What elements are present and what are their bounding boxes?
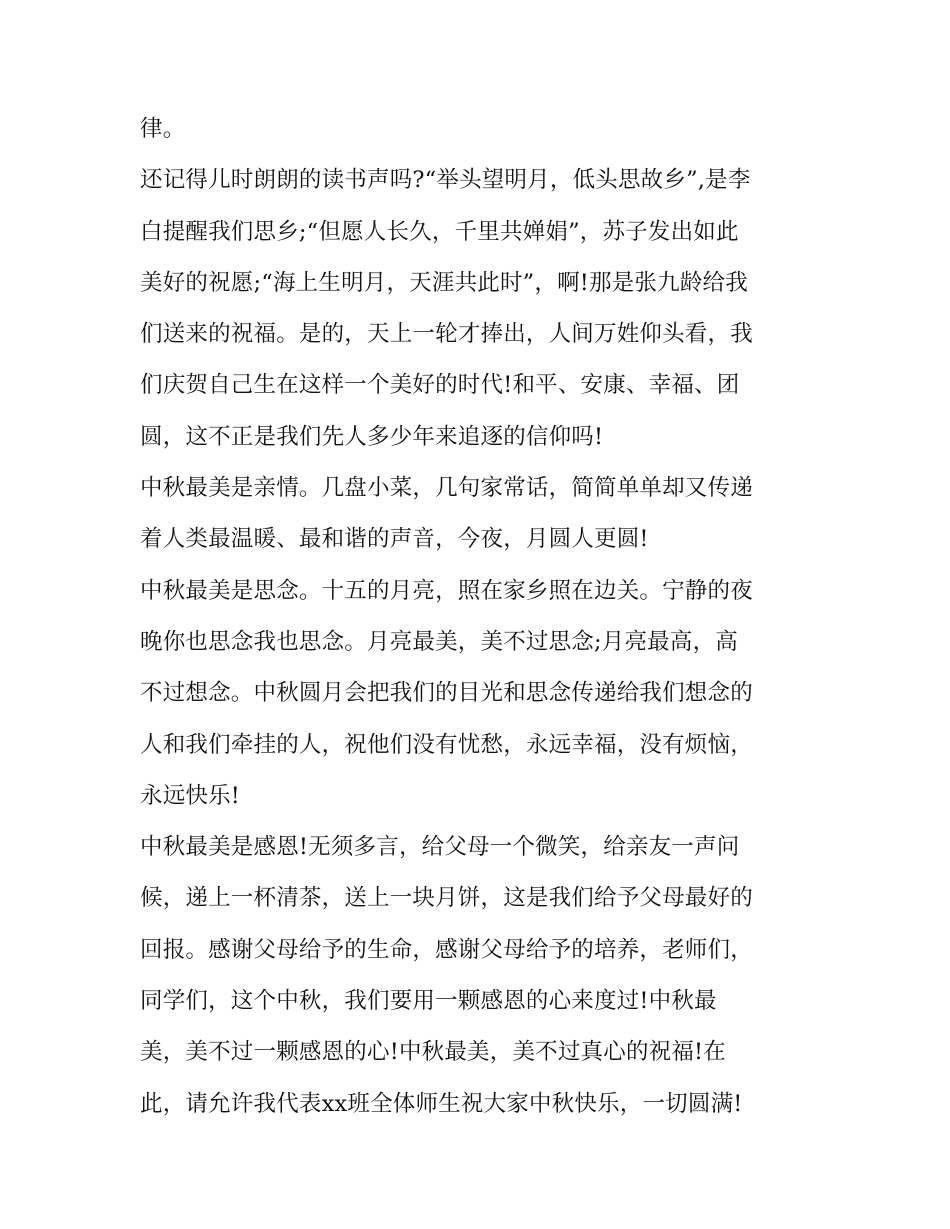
text-line: 不过想念。中秋圆月会把我们的目光和思念传递给我们想念的 xyxy=(140,680,753,707)
text-line: 永远快乐! xyxy=(140,782,241,809)
text-line: 着人类最温暖、最和谐的声音，今夜，月圆人更圆! xyxy=(140,526,649,553)
text-line: 候，递上一杯清茶，送上一块月饼，这是我们给予父母最好的 xyxy=(140,885,753,912)
text-line: 此，请允许我代表xx班全体师生祝大家中秋快乐，一切圆满! xyxy=(140,1090,743,1117)
text-line: 律。 xyxy=(140,116,186,142)
text-line: 晚你也思念我也思念。月亮最美，美不过思念;月亮最高，高 xyxy=(140,628,738,655)
text-line: 同学们，这个中秋，我们要用一颗感恩的心来度过!中秋最 xyxy=(140,988,717,1015)
text-line: 白提醒我们思乡;“但愿人长久，千里共婵娟”，苏子发出如此 xyxy=(140,218,739,245)
text-line: 回报。感谢父母给予的生命，感谢父母给予的培养，老师们， xyxy=(140,936,753,963)
text-line: 圆，这不正是我们先人多少年来追逐的信仰吗! xyxy=(140,423,604,450)
text-line: 美好的祝愿;“海上生明月，天涯共此时”，啊!那是张九龄给我 xyxy=(140,269,748,296)
text-line: 们送来的祝福。是的，天上一轮才捧出，人间万姓仰头看，我 xyxy=(140,321,753,348)
text-line: 美，美不过一颗感恩的心!中秋最美，美不过真心的祝福!在 xyxy=(140,1039,726,1066)
text-line: 还记得儿时朗朗的读书声吗?“举头望明月，低头思故乡”,是李 xyxy=(140,167,751,194)
text-line: 人和我们牵挂的人，祝他们没有忧愁，永远幸福，没有烦恼， xyxy=(140,731,753,758)
text-line: 中秋最美是亲情。几盘小菜，几句家常话，简简单单却又传递 xyxy=(140,475,753,502)
body-text xyxy=(140,104,820,1130)
text-line: 中秋最美是感恩!无须多言，给父母一个微笑，给亲友一声问 xyxy=(140,834,740,861)
text-line: 中秋最美是思念。十五的月亮，照在家乡照在边关。宁静的夜 xyxy=(140,577,753,604)
text-line: 们庆贺自己生在这样一个美好的时代!和平、安康、幸福、团 xyxy=(140,372,740,399)
